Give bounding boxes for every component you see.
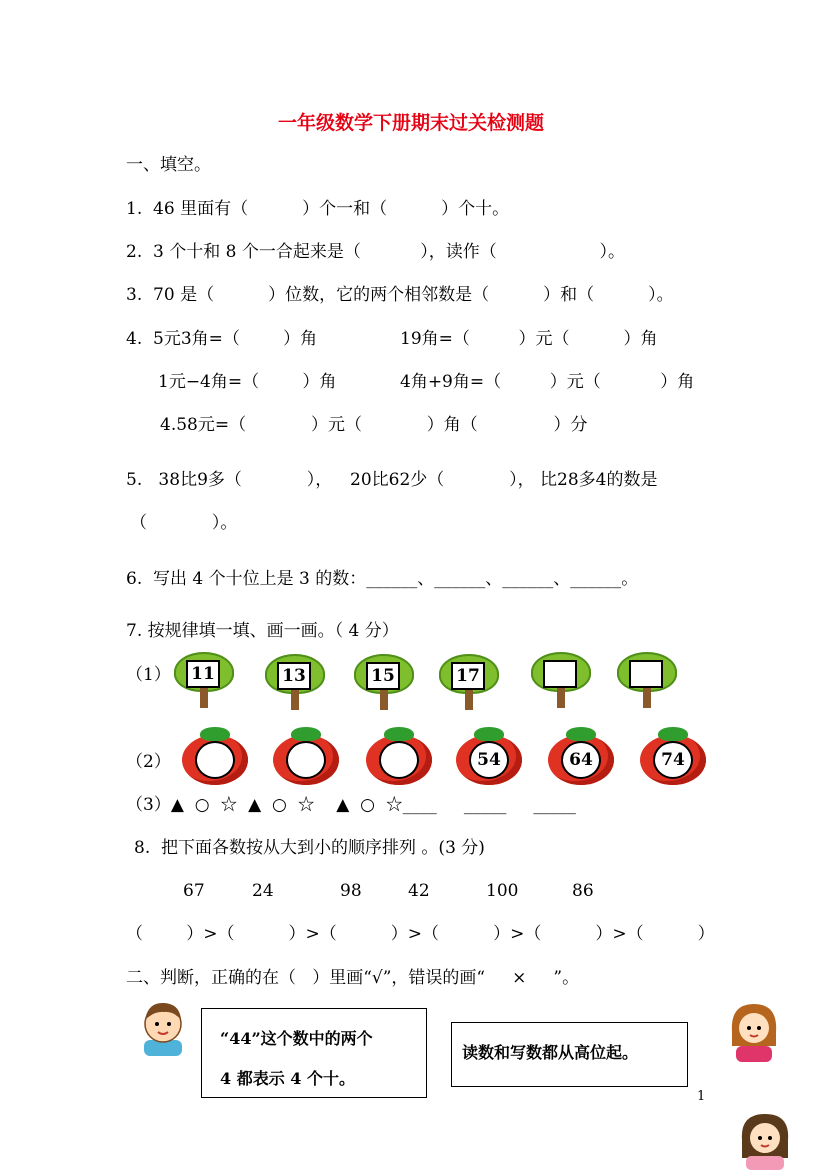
speech-bubble-left bbox=[201, 1008, 427, 1098]
bubble-left-line-1: “44”这个数中的两个 bbox=[220, 1029, 373, 1048]
number-67: 67 bbox=[183, 881, 205, 901]
page-title: 一年级数学下册期末过关检测题 bbox=[278, 112, 545, 134]
tree-number: 15 bbox=[366, 662, 400, 690]
tree-number: 11 bbox=[186, 660, 220, 688]
number-24: 24 bbox=[252, 881, 274, 901]
boy-avatar-icon bbox=[134, 996, 194, 1056]
question-4-item-b: 19角=（ ）元（ ）角 bbox=[400, 329, 658, 349]
question-7-part-2-label: （2） bbox=[126, 752, 171, 772]
tree-card bbox=[437, 652, 501, 714]
question-5-part-a: 5. 38比9多（ ）， bbox=[126, 470, 333, 490]
question-8: 8. 把下面各数按从大到小的顺序排列 。(3 分) bbox=[134, 838, 485, 858]
tomato bbox=[456, 727, 522, 785]
tree-card bbox=[352, 652, 416, 714]
tree-number: 13 bbox=[277, 662, 311, 690]
section-heading-true-false: 二、判断，正确的在（ ）里画“√”，错误的画“ × ”。 bbox=[126, 968, 580, 988]
tomato-number-blank[interactable] bbox=[286, 741, 326, 779]
tree-number-blank[interactable] bbox=[629, 660, 663, 688]
question-3: 3. 70 是（ ）位数，它的两个相邻数是（ ）和（ ）。 bbox=[126, 285, 674, 305]
question-6: 6. 写出 4 个十位上是 3 的数：______、______、______、______。 bbox=[126, 569, 639, 589]
question-7-part-1-label: （1） bbox=[126, 665, 171, 685]
question-5-part-d: （ ）。 bbox=[130, 513, 238, 533]
tomato-number: 54 bbox=[469, 741, 509, 779]
tree-number: 17 bbox=[451, 662, 485, 690]
number-86: 86 bbox=[572, 881, 594, 901]
tree-number-blank[interactable] bbox=[543, 660, 577, 688]
tomato bbox=[182, 727, 248, 785]
tree-card bbox=[529, 650, 593, 712]
question-7-part-3-pattern: （3）▲ ○ ☆ ▲ ○ ☆ ▲ ○ ☆____ _____ _____ bbox=[126, 795, 576, 815]
speech-bubble-right bbox=[451, 1022, 688, 1087]
question-4-item-a: 4. 5元3角=（ ）角 bbox=[126, 329, 318, 349]
question-2: 2. 3 个十和 8 个一合起来是（ ），读作（ ）。 bbox=[126, 242, 625, 262]
bubble-left-line-2: 4 都表示 4 个十。 bbox=[220, 1069, 355, 1088]
tomato bbox=[366, 727, 432, 785]
question-1: 1. 46 里面有（ ）个一和（ ）个十。 bbox=[126, 199, 510, 219]
tomato bbox=[273, 727, 339, 785]
tomato-number: 74 bbox=[653, 741, 693, 779]
bubble-right-text: 读数和写数都从高位起。 bbox=[462, 1043, 639, 1062]
section-heading-fill-in: 一、填空。 bbox=[126, 155, 211, 175]
tomato bbox=[548, 727, 614, 785]
tomato-number: 64 bbox=[561, 741, 601, 779]
tomato bbox=[640, 727, 706, 785]
question-5-part-b: 20比62少（ ）， bbox=[350, 470, 535, 490]
page-number: 1 bbox=[697, 1089, 706, 1104]
tomato-number-blank[interactable] bbox=[379, 741, 419, 779]
number-100: 100 bbox=[486, 881, 519, 901]
girl-reading-icon bbox=[736, 1110, 794, 1170]
girl-avatar-icon bbox=[724, 998, 784, 1062]
question-4-item-e: 4.58元=（ ）元（ ）角（ ）分 bbox=[160, 415, 588, 435]
tomato-number-blank[interactable] bbox=[195, 741, 235, 779]
question-4-item-d: 4角+9角=（ ）元（ ）角 bbox=[400, 372, 695, 392]
question-7: 7. 按规律填一填、画一画。（ 4 分） bbox=[126, 621, 399, 641]
tree-card bbox=[615, 650, 679, 712]
number-98: 98 bbox=[340, 881, 362, 901]
question-4-item-c: 1元−4角=（ ）角 bbox=[158, 372, 337, 392]
tree-card bbox=[172, 650, 236, 712]
tree-card bbox=[263, 652, 327, 714]
question-8-answer-blanks: （ ）>（ ）>（ ）>（ ）>（ ）>（ ） bbox=[126, 924, 715, 944]
question-5-part-c: 比28多4的数是 bbox=[540, 470, 658, 490]
number-42: 42 bbox=[408, 881, 430, 901]
